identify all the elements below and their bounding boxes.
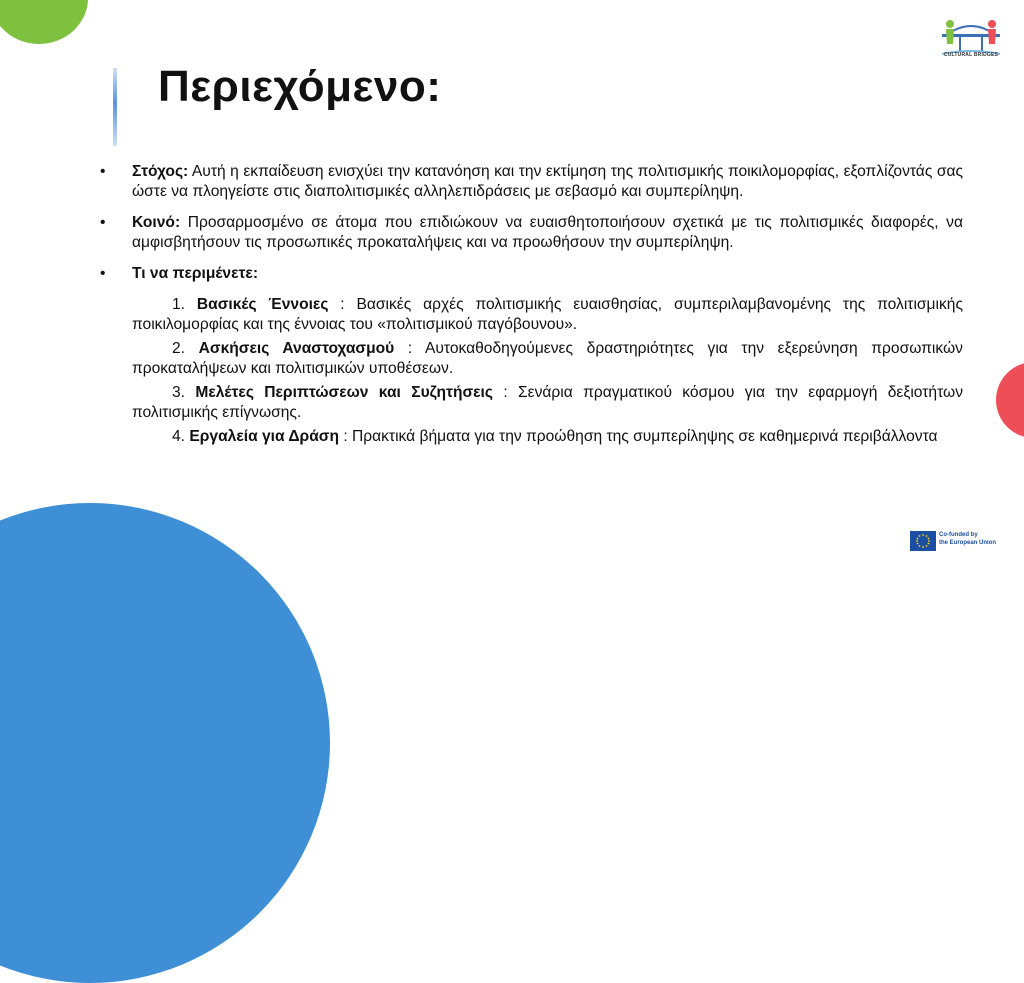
expectations-list: [100, 295, 963, 447]
bullet-dot-icon: •: [100, 265, 106, 282]
decorative-blue-circle: [0, 503, 330, 983]
item-text: : Αυτοκαθοδηγούμενες δραστηριότητες για την εξερεύνηση προσωπικών προκαταλήψεων και πολιτισμικών υποθέσεων.: [132, 340, 963, 377]
bullet-dot-icon: •: [100, 163, 106, 180]
item-label: Βασικές Έννοιες: [196, 296, 329, 313]
item-text: : Βασικές αρχές πολιτισμικής ευαισθησίας, συμπεριλαμβανομένης της πολιτισμικής ποικιλομορφίας και της έννοιας του «πολιτισμικού παγόβουνου».: [132, 296, 963, 333]
eu-flag-icon: [910, 531, 936, 551]
eu-cofunded-text: [939, 531, 996, 547]
item-number: 3.: [172, 384, 186, 401]
bullet-audience: [100, 213, 963, 253]
list-item: [100, 427, 963, 447]
item-label: Εργαλεία για Δράση: [189, 428, 339, 445]
logo-text: CULTURAL BRIDGES: [943, 52, 999, 58]
bullet-text: Αυτή η εκπαίδευση ενισχύει την κατανόηση και την εκτίμηση της πολιτισμικής ποικιλομορφίας, εξοπλίζοντάς σας ώστε να πλοηγείστε στις διαπολιτισμικές αλληλεπιδράσεις με σεβασμό και συμπερίληψη.: [132, 163, 963, 200]
title-accent-bar: [113, 68, 117, 146]
eu-line-2: the European Union: [939, 540, 996, 546]
content-body: [100, 162, 963, 451]
item-label: Μελέτες Περιπτώσεων και Συζητήσεις: [195, 384, 493, 401]
item-text: : Σενάρια πραγματικού κόσμου για την εφαρμογή δεξιοτήτων πολιτισμικής επίγνωσης.: [132, 384, 963, 421]
bullet-label: Κοινό:: [132, 214, 181, 231]
item-number: 4.: [172, 428, 186, 445]
bullet-expectations: [100, 264, 963, 284]
decorative-green-circle: [0, 0, 88, 44]
bullet-text: Προσαρμοσμένο σε άτομα που επιδιώκουν να ευαισθητοποιήσουν σχετικά με τις πολιτισμικές διαφορές, να αμφισβητήσουν τις προσωπικές προκαταλήψεις και να προωθήσουν την συμπερίληψη.: [132, 214, 963, 251]
list-item: [100, 383, 963, 423]
decorative-red-circle: [996, 362, 1024, 438]
bullet-label: Στόχος:: [132, 163, 189, 180]
item-number: 2.: [172, 340, 186, 357]
item-label: Ασκήσεις Αναστοχασμού: [198, 340, 395, 357]
eu-line-1: Co-funded by: [939, 532, 978, 538]
page-title: Περιεχόμενο:: [158, 62, 442, 111]
list-item: [100, 339, 963, 379]
bullet-label: Τι να περιμένετε:: [132, 265, 259, 282]
item-number: 1.: [172, 296, 186, 313]
item-text: : Πρακτικά βήματα για την προώθηση της συμπερίληψης σε καθημερινά περιβάλλοντα: [338, 428, 938, 445]
bullet-dot-icon: •: [100, 214, 106, 231]
bullet-goal: [100, 162, 963, 202]
list-item: [100, 295, 963, 335]
